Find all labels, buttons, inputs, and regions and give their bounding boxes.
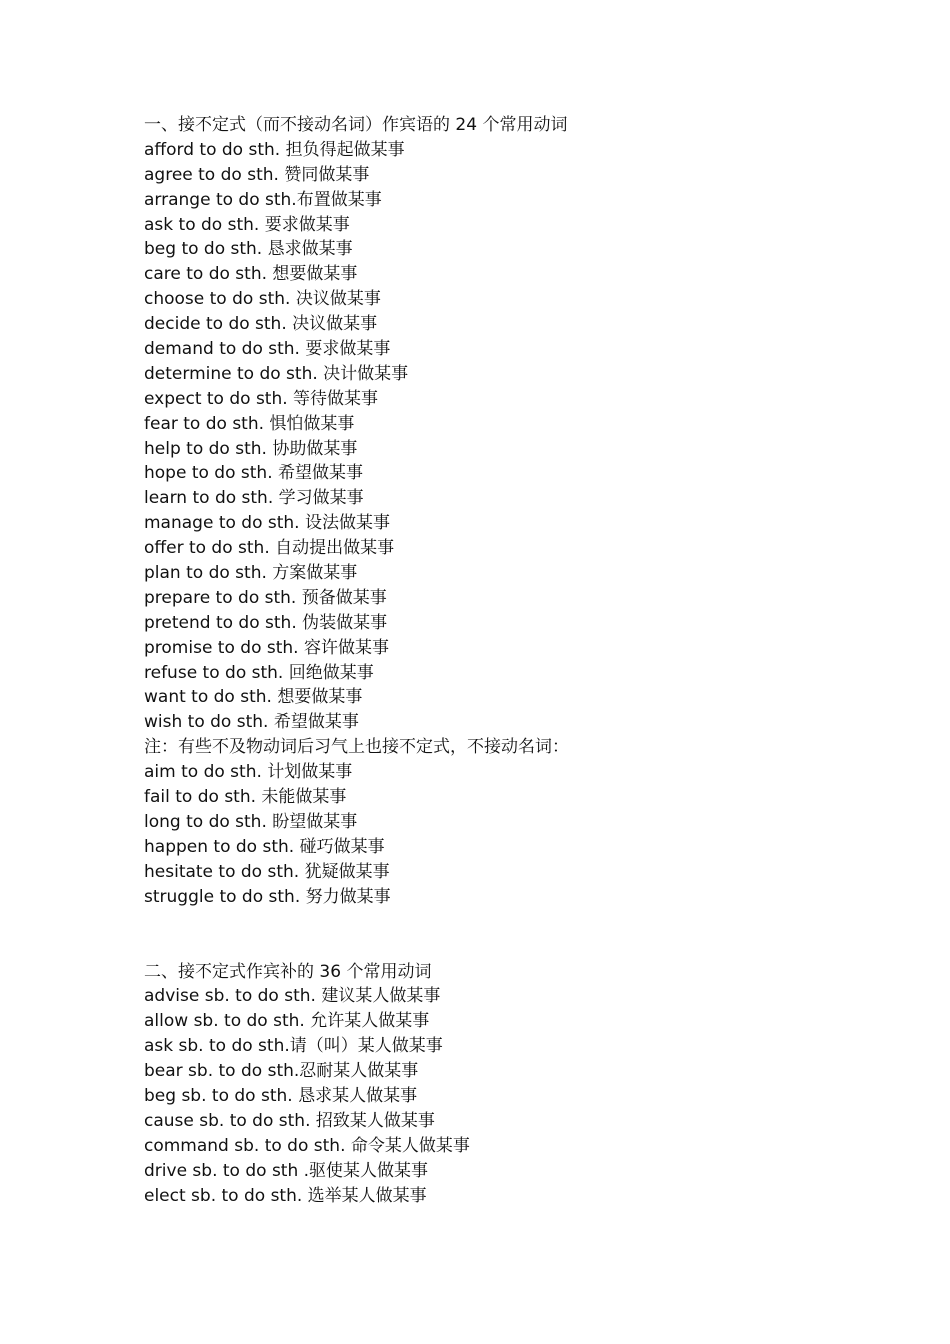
verb-line: expect to do sth. 等待做某事 [144,388,379,409]
section-spacer [144,910,904,960]
verb-line: decide to do sth. 决议做某事 [144,314,378,335]
document-content [144,113,904,1208]
verb-line: choose to do sth. 决议做某事 [144,289,381,310]
verb-line: beg sb. to do sth. 恳求某人做某事 [144,1085,418,1106]
verb-line: agree to do sth. 赞同做某事 [144,164,370,185]
verb-line: demand to do sth. 要求做某事 [144,339,391,360]
verb-line: cause sb. to do sth. 招致某人做某事 [144,1110,435,1131]
verb-line: prepare to do sth. 预备做某事 [144,587,387,608]
verb-line: elect sb. to do sth. 选举某人做某事 [144,1185,427,1206]
verb-line: command sb. to do sth. 命令某人做某事 [144,1135,470,1156]
verb-line: drive sb. to do sth .驱使某人做某事 [144,1160,429,1181]
note-verb-line: struggle to do sth. 努力做某事 [144,886,391,907]
note-verb-line: happen to do sth. 碰巧做某事 [144,836,385,857]
verb-line: ask to do sth. 要求做某事 [144,214,350,235]
section1-note: 注：有些不及物动词后习气上也接不定式，不接动名词： [144,737,569,758]
verb-line: want to do sth. 想要做某事 [144,687,363,708]
verb-line: offer to do sth. 自动提出做某事 [144,538,395,559]
verb-line: arrange to do sth.布置做某事 [144,189,382,210]
verb-line: advise sb. to do sth. 建议某人做某事 [144,986,441,1007]
verb-line: promise to do sth. 容许做某事 [144,637,389,658]
note-verb-line: aim to do sth. 计划做某事 [144,762,353,783]
verb-line: help to do sth. 协助做某事 [144,438,358,459]
verb-line: refuse to do sth. 回绝做某事 [144,662,374,683]
section2-heading: 二、接不定式作宾补的 36 个常用动词 [144,961,432,982]
note-verb-line: hesitate to do sth. 犹疑做某事 [144,861,390,882]
verb-line: beg to do sth. 恳求做某事 [144,239,353,260]
verb-line: ask sb. to do sth.请（叫）某人做某事 [144,1036,443,1057]
verb-line: care to do sth. 想要做某事 [144,264,358,285]
verb-line: wish to do sth. 希望做某事 [144,712,359,733]
section1-heading: 一、接不定式（而不接动名词）作宾语的 24 个常用动词 [144,115,568,135]
verb-line: fear to do sth. 惧怕做某事 [144,413,355,434]
verb-line: bear sb. to do sth.忍耐某人做某事 [144,1061,419,1082]
verb-line: allow sb. to do sth. 允许某人做某事 [144,1011,430,1032]
note-verb-line: long to do sth. 盼望做某事 [144,811,358,832]
verb-line: manage to do sth. 设法做某事 [144,513,390,534]
verb-line: hope to do sth. 希望做某事 [144,463,363,484]
verb-line: learn to do sth. 学习做某事 [144,488,364,509]
note-verb-line: fail to do sth. 未能做某事 [144,787,347,808]
verb-line: pretend to do sth. 伪装做某事 [144,612,388,633]
verb-line: determine to do sth. 决计做某事 [144,363,409,384]
verb-line: afford to do sth. 担负得起做某事 [144,139,405,160]
verb-line: plan to do sth. 方案做某事 [144,563,358,584]
